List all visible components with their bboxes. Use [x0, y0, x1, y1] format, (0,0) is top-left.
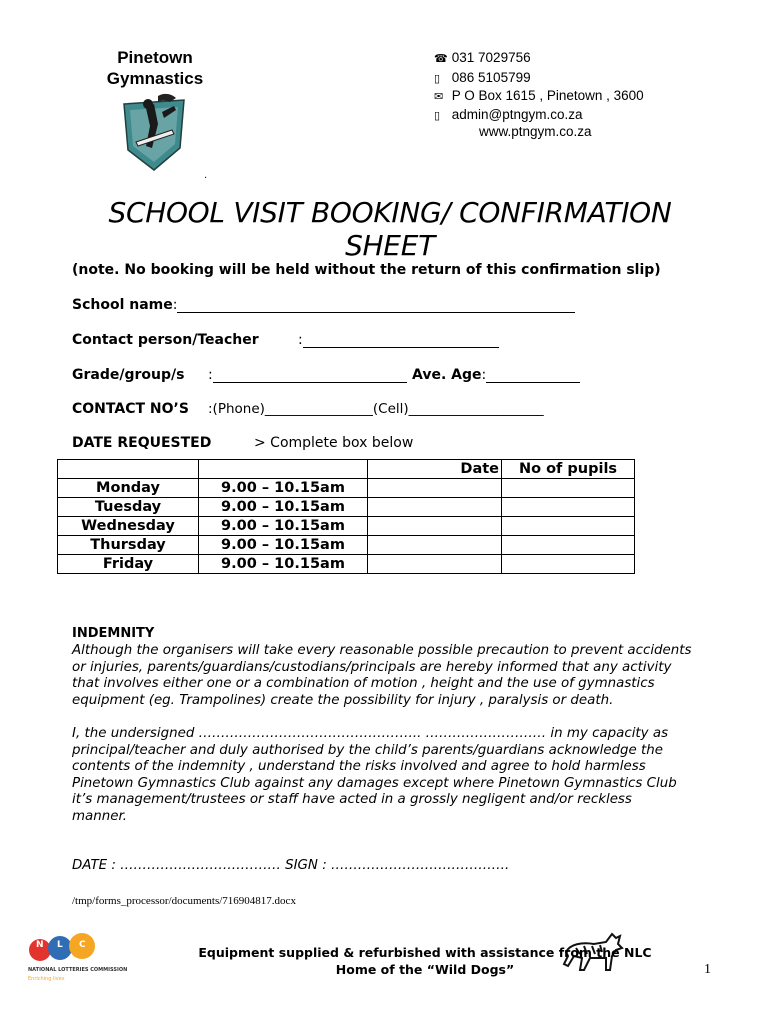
pupils-input-cell[interactable] — [502, 498, 635, 517]
date-sign-line[interactable]: DATE : ……………………………… SIGN : …………………………………. — [72, 858, 510, 873]
mailbox-icon: ✉ — [434, 91, 444, 103]
gymnast-logo — [118, 90, 190, 172]
indemnity-line: it’s management/trustees or staff have acted in a grossly negligent and/or reckless — [72, 792, 632, 808]
booking-note: (note. No booking will be held without the return of this confirmation slip) — [72, 262, 661, 278]
indemnity-line: or injuries, parents/guardians/custodians/principals are hereby informed that any activity — [72, 659, 672, 675]
sponsor-text — [190, 944, 660, 978]
contact-person-colon: : — [298, 332, 303, 348]
mobile-phone-icon: ▯ — [434, 73, 441, 85]
indemnity-heading: INDEMNITY — [72, 626, 155, 641]
email-line — [434, 107, 583, 122]
pupils-input-cell[interactable] — [502, 479, 635, 498]
address-line — [434, 88, 644, 103]
table-row — [58, 536, 635, 555]
complete-box-instruction: > Complete box below — [254, 435, 414, 451]
date-requested-label: DATE REQUESTED — [72, 435, 212, 451]
email-icon: ▯ — [434, 110, 441, 122]
sponsor-line-1: Equipment supplied & refurbished with assistance from the NLC — [198, 945, 652, 960]
day-cell: Tuesday — [58, 498, 199, 517]
contact-person-input-line[interactable] — [303, 333, 499, 348]
time-cell: 9.00 – 10.15am — [199, 479, 368, 498]
phone-number: 031 7029756 — [451, 50, 531, 65]
table-header-row — [58, 460, 635, 479]
indemnity-line: manner. — [72, 808, 127, 824]
time-cell: 9.00 – 10.15am — [199, 536, 368, 555]
club-name-line1: Pinetown — [117, 48, 193, 67]
telephone-icon: ☎ — [434, 53, 448, 65]
indemnity-line: Although the organisers will take every reasonable possible precaution to prevent accidents — [72, 643, 692, 658]
phone-cell-fields[interactable]: :(Phone)________________(Cell)____________________ — [208, 401, 544, 417]
header-cell-time — [199, 460, 368, 479]
club-name-line2: Gymnastics — [106, 69, 204, 88]
contact-nos-label: CONTACT NO’S — [72, 401, 189, 417]
grade-label: Grade/group/s — [72, 367, 185, 383]
nlc-letter-l: L — [57, 940, 63, 950]
indemnity-paragraph-2 — [72, 726, 722, 826]
title-line2: SHEET — [345, 229, 435, 262]
ave-age-input-line[interactable] — [486, 368, 580, 383]
indemnity-line: principal/teacher and duly authorised by the child’s parents/guardians acknowledge the — [72, 742, 664, 758]
logo-dot: . — [204, 170, 208, 181]
table-row — [58, 517, 635, 536]
nlc-text-2: Enriching lives — [28, 976, 65, 982]
time-cell: 9.00 – 10.15am — [199, 517, 368, 536]
indemnity-line: contents of the indemnity , understand the risks involved and agree to hold harmless — [72, 759, 646, 775]
nlc-letter-n: N — [36, 940, 44, 950]
indemnity-line: I, the undersigned ………………………………………….. ……………………… in my capacity as — [72, 726, 669, 741]
header-cell-day — [58, 460, 199, 479]
booking-table — [57, 459, 635, 574]
title-line1: SCHOOL VISIT BOOKING/ CONFIRMATION — [108, 196, 672, 229]
time-cell: 9.00 – 10.15am — [199, 498, 368, 517]
page-number: 1 — [704, 962, 711, 977]
header-cell-pupils: No of pupils — [502, 460, 635, 479]
ave-age-field — [412, 367, 580, 383]
club-name — [90, 47, 220, 89]
grade-field — [208, 367, 407, 383]
school-name-input-line[interactable] — [177, 298, 575, 313]
table-row — [58, 498, 635, 517]
indemnity-line: Pinetown Gymnastics Club against any damages except where Pinetown Gymnastics Club — [72, 775, 677, 791]
table-row — [58, 555, 635, 574]
date-input-cell[interactable] — [368, 479, 502, 498]
grade-input-line[interactable] — [213, 368, 407, 383]
date-input-cell[interactable] — [368, 536, 502, 555]
grade-colon: : — [208, 367, 213, 383]
sponsor-line-2: Home of the “Wild Dogs” — [335, 962, 515, 977]
email-address: admin@ptngym.co.za — [451, 107, 583, 122]
cell-line — [434, 70, 531, 85]
pupils-input-cell[interactable] — [502, 517, 635, 536]
nlc-letter-c: C — [79, 940, 86, 950]
header-cell-date: Date — [368, 460, 502, 479]
table-row — [58, 479, 635, 498]
school-name-colon: : — [172, 297, 178, 313]
school-name-field — [72, 297, 575, 313]
time-cell: 9.00 – 10.15am — [199, 555, 368, 574]
phone-line — [434, 50, 531, 65]
day-cell: Friday — [58, 555, 199, 574]
ave-age-colon: : — [481, 367, 487, 383]
page-title — [40, 196, 740, 262]
website: www.ptngym.co.za — [479, 124, 592, 139]
indemnity-line: that involves either one or a combination of motion , height and the use of gymnastics — [72, 676, 655, 692]
contact-person-label: Contact person/Teacher — [72, 332, 259, 348]
file-path: /tmp/forms_processor/documents/716904817.docx — [72, 895, 296, 907]
pupils-input-cell[interactable] — [502, 536, 635, 555]
school-name-label: School name — [72, 297, 173, 313]
nlc-logo — [28, 930, 128, 988]
pupils-input-cell[interactable] — [502, 555, 635, 574]
cell-number: 086 5105799 — [451, 70, 531, 85]
nlc-text-1: NATIONAL LOTTERIES COMMISSION — [28, 967, 128, 973]
ave-age-label: Ave. Age — [412, 367, 482, 383]
date-input-cell[interactable] — [368, 498, 502, 517]
indemnity-paragraph-1 — [72, 643, 722, 709]
indemnity-line: equipment (eg. Trampolines) create the possibility for injury , paralysis or death. — [72, 692, 614, 708]
date-input-cell[interactable] — [368, 517, 502, 536]
day-cell: Monday — [58, 479, 199, 498]
contact-person-field — [298, 332, 499, 348]
date-input-cell[interactable] — [368, 555, 502, 574]
day-cell: Thursday — [58, 536, 199, 555]
day-cell: Wednesday — [58, 517, 199, 536]
postal-address: P O Box 1615 , Pinetown , 3600 — [451, 88, 644, 103]
